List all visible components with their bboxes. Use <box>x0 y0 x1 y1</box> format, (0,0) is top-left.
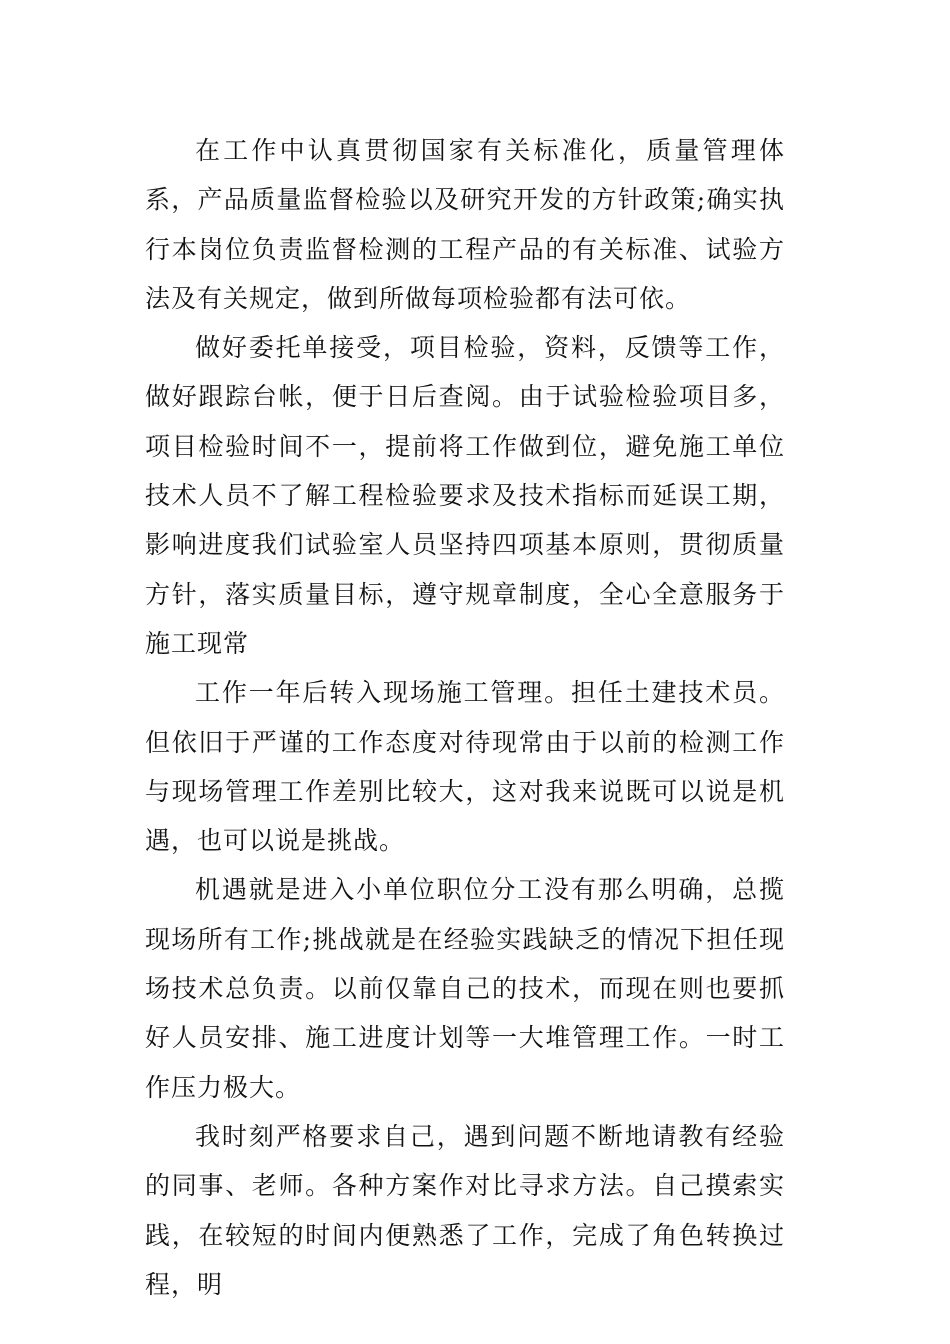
paragraph-2: 做好委托单接受，项目检验，资料，反馈等工作，做好跟踪台帐，便于日后查阅。由于试验检验项目多，项目检验时间不一，提前将工作做到位，避免施工单位技术人员不了解工程检验要求及技术指标而延误工期，影响进度我们试验室人员坚持四项基本原则，贯彻质量方针，落实质量目标，遵守规章制度，全心全意服务于施工现常 <box>145 333 785 658</box>
paragraph-1: 在工作中认真贯彻国家有关标准化，质量管理体系，产品质量监督检验以及研究开发的方针政策;确实执行本岗位负责监督检测的工程产品的有关标准、试验方法及有关规定，做到所做每项检验都有法可依。 <box>145 136 785 313</box>
paragraph-3: 工作一年后转入现场施工管理。担任土建技术员。但依旧于严谨的工作态度对待现常由于以前的检测工作与现场管理工作差别比较大，这对我来说既可以说是机遇，也可以说是挑战。 <box>145 678 785 856</box>
paragraph-5: 我时刻严格要求自己，遇到问题不断地请教有经验的同事、老师。各种方案作对比寻求方法。自己摸索实践，在较短的时间内便熟悉了工作，完成了角色转换过程，明 <box>145 1121 785 1299</box>
document-body <box>145 126 785 1309</box>
paragraph-4: 机遇就是进入小单位职位分工没有那么明确，总揽现场所有工作;挑战就是在经验实践缺乏的情况下担任现场技术总负责。以前仅靠自己的技术，而现在则也要抓好人员安排、施工进度计划等一大堆管理工作。一时工作压力极大。 <box>145 875 785 1102</box>
